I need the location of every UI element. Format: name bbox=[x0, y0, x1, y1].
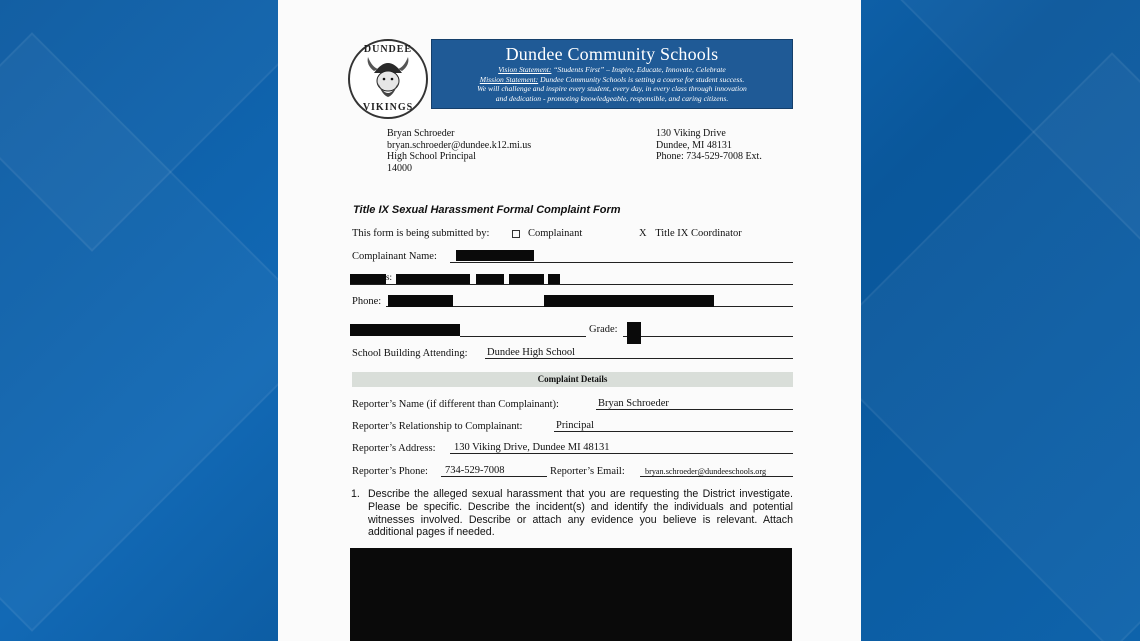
redacted-description bbox=[350, 548, 792, 641]
address-partial-label: s: bbox=[386, 272, 393, 282]
question-1-number: 1. bbox=[351, 488, 360, 500]
redacted-field bbox=[544, 295, 714, 307]
complainant-name-label: Complainant Name: bbox=[352, 251, 437, 262]
form-title: Title IX Sexual Harassment Formal Complaint Form bbox=[353, 204, 621, 216]
street-address: 130 Viking Drive bbox=[656, 128, 726, 139]
principal-extension: 14000 bbox=[387, 162, 412, 174]
submitted-by-label: This form is being submitted by: bbox=[352, 228, 490, 239]
redacted-field-line bbox=[460, 336, 586, 337]
school-address bbox=[656, 128, 762, 163]
mission-statement-line-2: We will challenge and inspire every student, every day, in every class through innovation bbox=[477, 84, 747, 93]
redacted-address-4 bbox=[548, 274, 560, 284]
redacted-address-3 bbox=[509, 274, 544, 284]
redacted-grade bbox=[627, 322, 641, 344]
logo-top-text: DUNDEE bbox=[363, 44, 413, 55]
building-line bbox=[485, 358, 793, 359]
building-label: School Building Attending: bbox=[352, 348, 468, 359]
reporter-phone-line bbox=[441, 476, 547, 477]
dundee-vikings-logo bbox=[348, 39, 428, 119]
complaint-form-page bbox=[278, 0, 861, 641]
district-banner bbox=[431, 39, 793, 109]
relationship-line bbox=[554, 431, 793, 432]
redacted-address-1 bbox=[396, 274, 470, 284]
school-phone: Phone: 734-529-7008 Ext. bbox=[656, 151, 762, 162]
reporter-name-value: Bryan Schroeder bbox=[598, 398, 669, 409]
relationship-label: Reporter’s Relationship to Complainant: bbox=[352, 421, 523, 432]
coordinator-check-mark: X bbox=[639, 228, 647, 239]
redacted-address-label bbox=[350, 274, 386, 284]
reporter-address-line bbox=[450, 453, 793, 454]
complaint-details-heading: Complaint Details bbox=[352, 372, 793, 387]
district-name: Dundee Community Schools bbox=[505, 44, 719, 64]
redacted-field-label bbox=[350, 324, 460, 336]
reporter-email-label: Reporter’s Email: bbox=[550, 466, 625, 477]
complainant-checkbox[interactable] bbox=[512, 230, 520, 238]
redacted-phone bbox=[388, 295, 453, 307]
coordinator-option[interactable] bbox=[639, 228, 742, 239]
city-state-zip: Dundee, MI 48131 bbox=[656, 139, 732, 151]
redacted-complainant-name bbox=[456, 250, 534, 261]
coordinator-option-label: Title IX Coordinator bbox=[655, 228, 742, 239]
reporter-email-value: bryan.schroeder@dundeeschools.org bbox=[645, 467, 767, 476]
reporter-address-label: Reporter’s Address: bbox=[352, 443, 436, 454]
phone-label: Phone: bbox=[352, 296, 382, 307]
complainant-option-label: Complainant bbox=[528, 228, 583, 239]
relationship-value: Principal bbox=[556, 420, 594, 431]
question-1-text: Describe the alleged sexual harassment that you are requesting the District investigate. Please be specific. Describe the incident(s) and identify the individuals and potential witnesses involved. Describe or attach any evidence you believe is relevant. Attach additional pages if needed. bbox=[368, 488, 793, 539]
logo-bottom-text: VIKINGS bbox=[362, 102, 414, 113]
principal-contact bbox=[387, 128, 531, 174]
complainant-name-line bbox=[450, 262, 793, 263]
principal-email: bryan.schroeder@dundee.k12.mi.us bbox=[387, 139, 532, 151]
building-value: Dundee High School bbox=[487, 347, 576, 358]
reporter-email-line bbox=[640, 476, 793, 477]
reporter-phone-value: 734-529-7008 bbox=[445, 465, 505, 476]
reporter-address-value: 130 Viking Drive, Dundee MI 48131 bbox=[454, 442, 610, 453]
mission-statement: Mission Statement: Dundee Community Schools is setting a course for student success. bbox=[479, 74, 745, 84]
vision-statement: Vision Statement: “Students First” – Inspire, Educate, Innovate, Celebrate bbox=[498, 65, 726, 74]
grade-line bbox=[623, 336, 793, 337]
grade-label: Grade: bbox=[589, 324, 618, 335]
principal-title: High School Principal bbox=[387, 151, 476, 162]
reporter-name-line bbox=[596, 409, 793, 410]
reporter-name-label: Reporter’s Name (if different than Complainant): bbox=[352, 399, 559, 410]
reporter-phone-label: Reporter’s Phone: bbox=[352, 466, 428, 477]
redacted-address-2 bbox=[476, 274, 504, 284]
address-line bbox=[350, 284, 793, 285]
submitted-by-row bbox=[352, 228, 582, 239]
question-1 bbox=[351, 488, 793, 539]
mission-statement-line-3: and dedication - promoting knowledgeable, responsible, and caring citizens. bbox=[495, 93, 729, 103]
principal-name: Bryan Schroeder bbox=[387, 128, 455, 139]
